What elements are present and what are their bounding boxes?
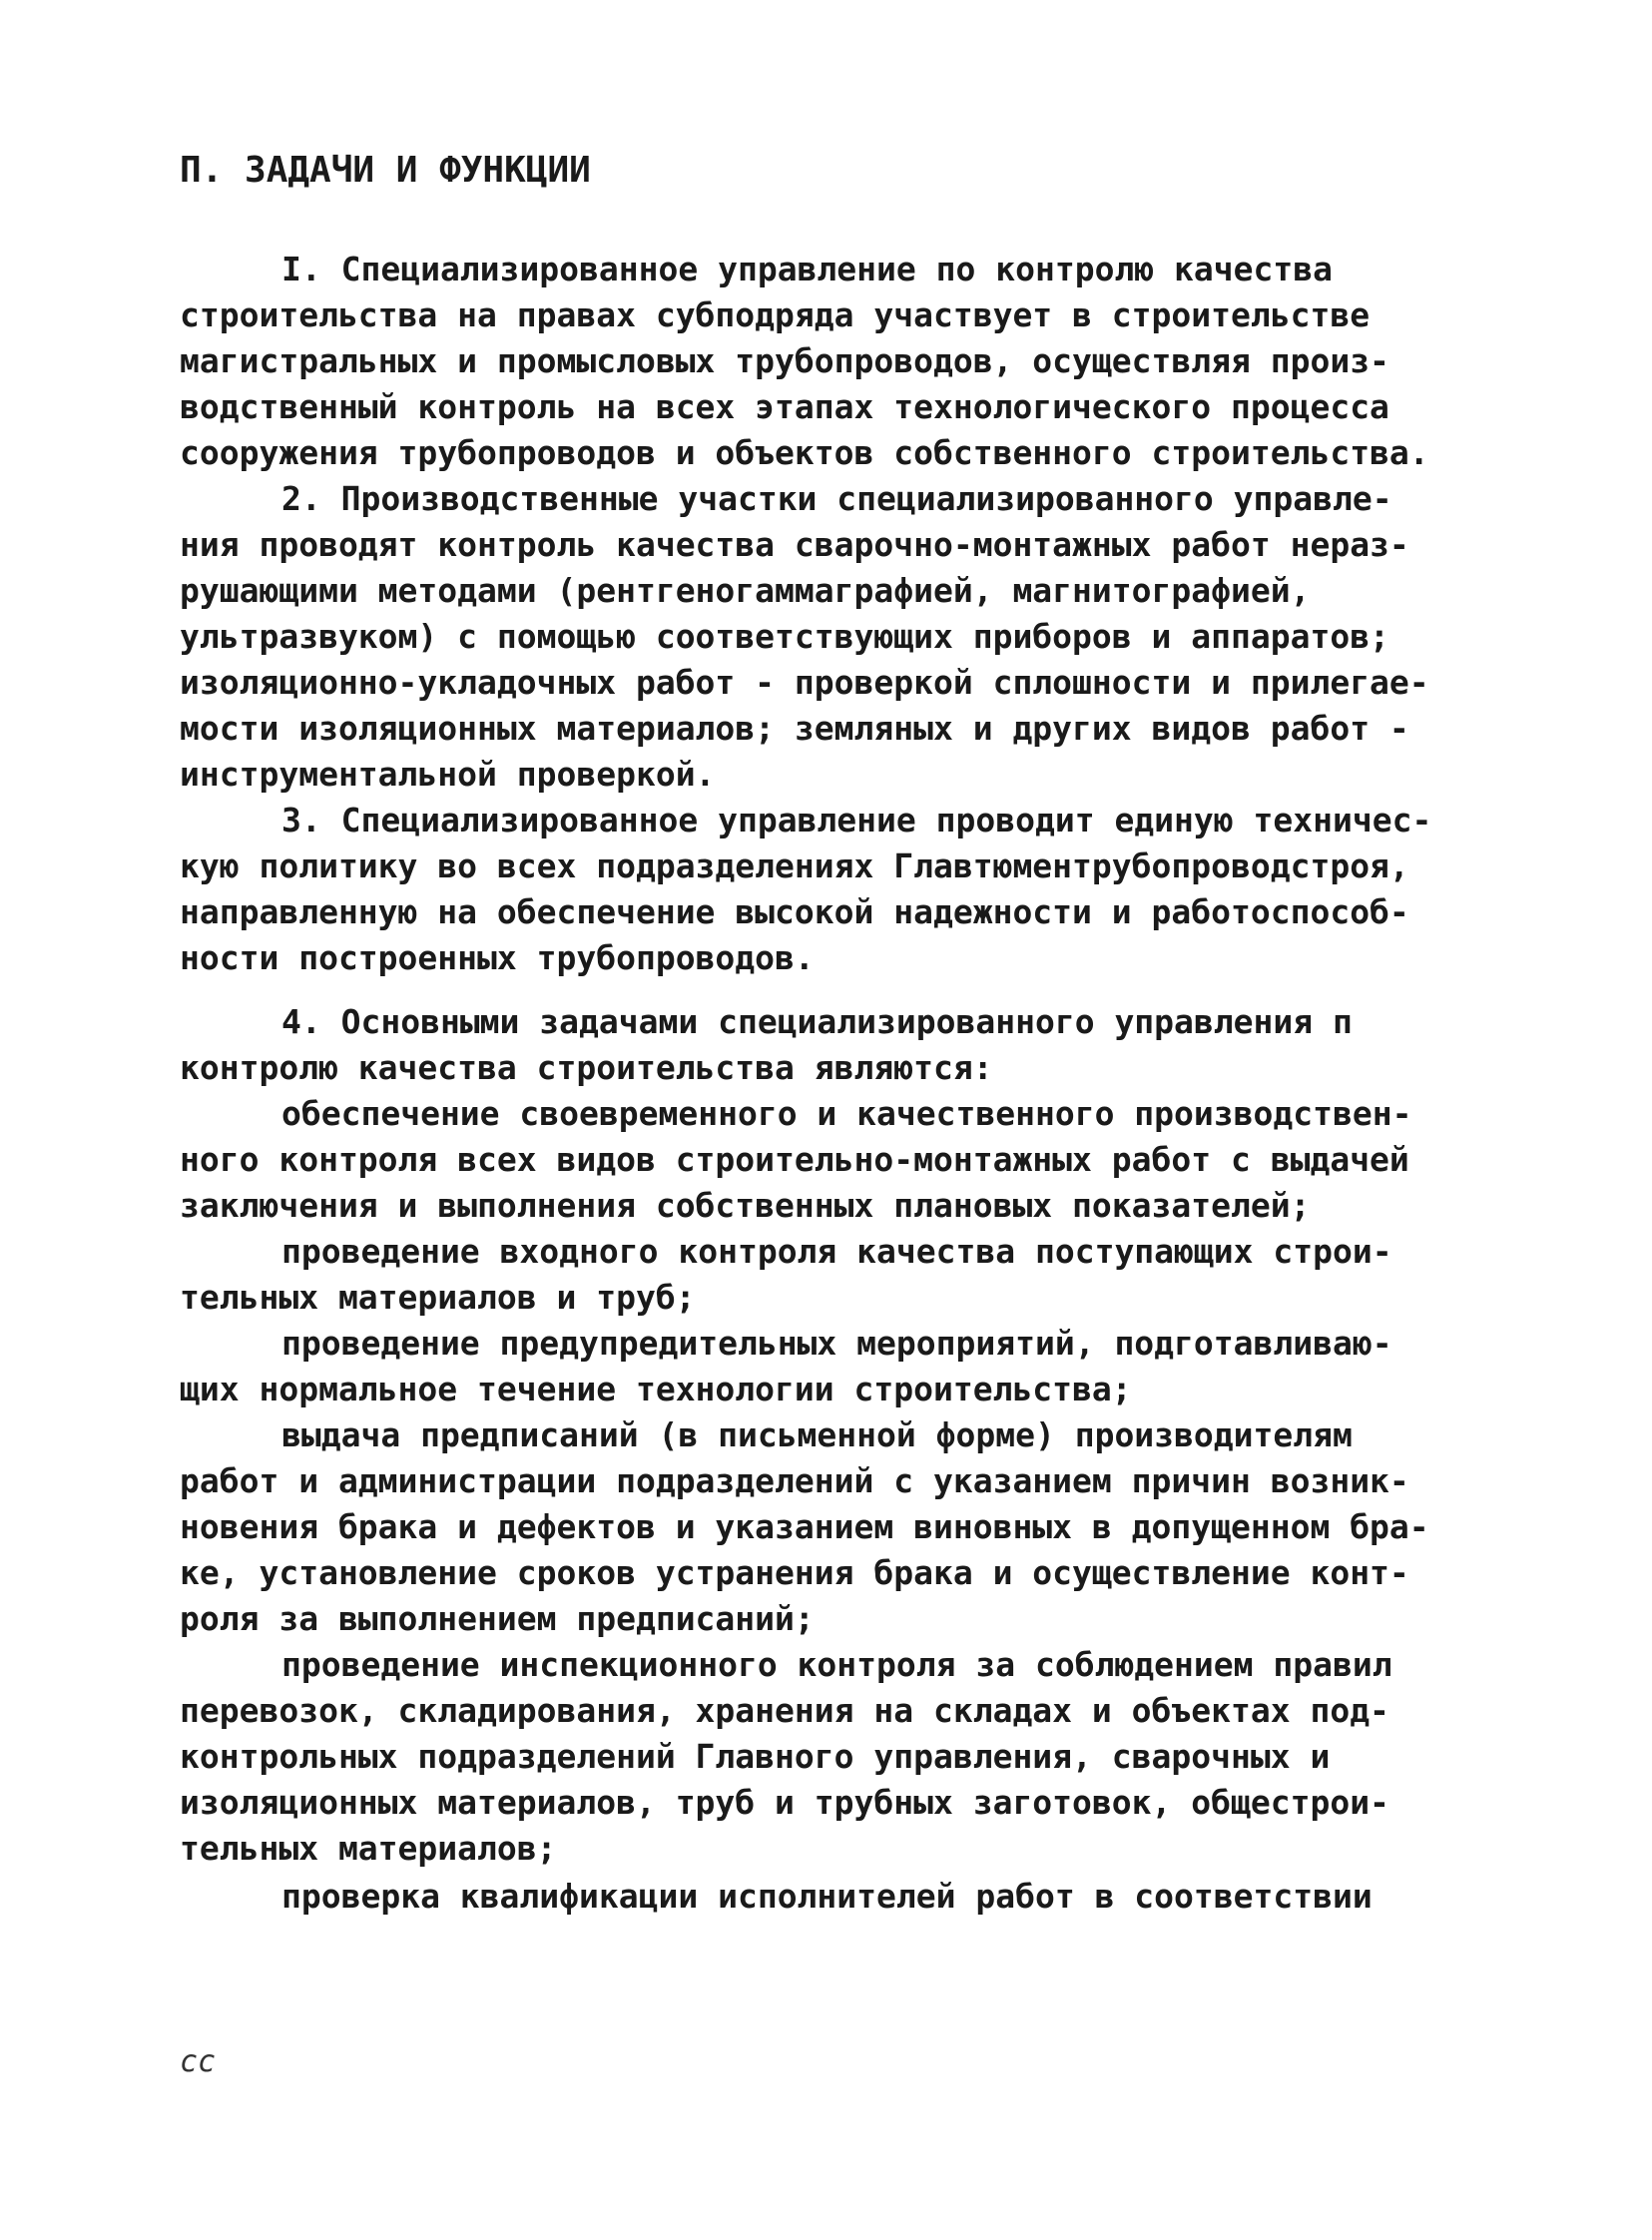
text-line: водственный контроль на всех этапах технологического процесса (180, 387, 1389, 426)
text-line: обеспечение своевременного и качественного производствен- (281, 1094, 1412, 1133)
text-line: изоляционных материалов, труб и трубных заготовок, общестрои- (180, 1783, 1389, 1822)
text-line: тельных материалов и труб; (180, 1278, 696, 1317)
text-line: контрольных подразделений Главного управления, сварочных и (180, 1737, 1331, 1776)
page-number: сс (180, 2044, 217, 2079)
text-line: новения брака и дефектов и указанием виновных в допущенном бра- (180, 1507, 1429, 1546)
text-line: проведение входного контроля качества поступающих строи- (281, 1232, 1392, 1271)
text-line: ности построенных трубопроводов. (180, 938, 815, 977)
text-line: работ и администрации подразделений с указанием причин возник- (180, 1461, 1409, 1500)
text-line: I. Специализированное управление по контролю качества (281, 250, 1333, 288)
text-line: мости изоляционных материалов; земляных и других видов работ - (180, 709, 1409, 748)
text-line: инструментальной проверкой. (180, 755, 716, 794)
text-line: изоляционно-укладочных работ - проверкой сплошности и прилегае- (180, 663, 1429, 702)
text-line: 3. Специализированное управление проводит единую техничес- (281, 801, 1432, 840)
text-line: ного контроля всех видов строительно-монтажных работ с выдачей (180, 1140, 1409, 1179)
text-line: роля за выполнением предписаний; (180, 1599, 815, 1638)
text-line: направленную на обеспечение высокой надежности и работоспособ- (180, 892, 1409, 931)
text-line: контролю качества строительства являются: (180, 1048, 993, 1087)
text-line: сооружения трубопроводов и объектов собственного строительства. (180, 433, 1429, 472)
text-line: тельных материалов; (180, 1829, 557, 1868)
text-line: проведение инспекционного контроля за соблюдением правил (281, 1645, 1392, 1684)
text-line: строительства на правах субподряда участвует в строительстве (180, 295, 1371, 334)
text-line: ультразвуком) с помощью соответствующих приборов и аппаратов; (180, 617, 1389, 656)
text-line: выдача предписаний (в письменной форме) производителям (281, 1415, 1353, 1454)
text-line: кую политику во всех подразделениях Главтюментрубопроводстроя, (180, 846, 1409, 885)
text-line: 4. Основными задачами специализированного управления п (281, 1002, 1353, 1041)
text-line: проведение предупредительных мероприятий, подготавливаю- (281, 1324, 1392, 1363)
section-heading: П. ЗАДАЧИ И ФУНКЦИИ (180, 150, 591, 191)
text-line: рушающими методами (рентгеногаммаграфией, магнитографией, (180, 571, 1311, 610)
text-line: заключения и выполнения собственных плановых показателей; (180, 1186, 1311, 1225)
text-line: перевозок, складирования, хранения на складах и объектах под- (180, 1691, 1389, 1730)
text-line: 2. Производственные участки специализированного управле- (281, 479, 1392, 518)
text-line: ке, установление сроков устранения брака и осуществление конт- (180, 1553, 1409, 1592)
text-line: магистральных и промысловых трубопроводов, осуществляя произ- (180, 341, 1389, 380)
text-line: ния проводят контроль качества сварочно-монтажных работ нераз- (180, 525, 1409, 564)
text-line: щих нормальное течение технологии строительства; (180, 1370, 1132, 1408)
text-line: проверка квалификации исполнителей работ в соответствии (281, 1877, 1373, 1916)
